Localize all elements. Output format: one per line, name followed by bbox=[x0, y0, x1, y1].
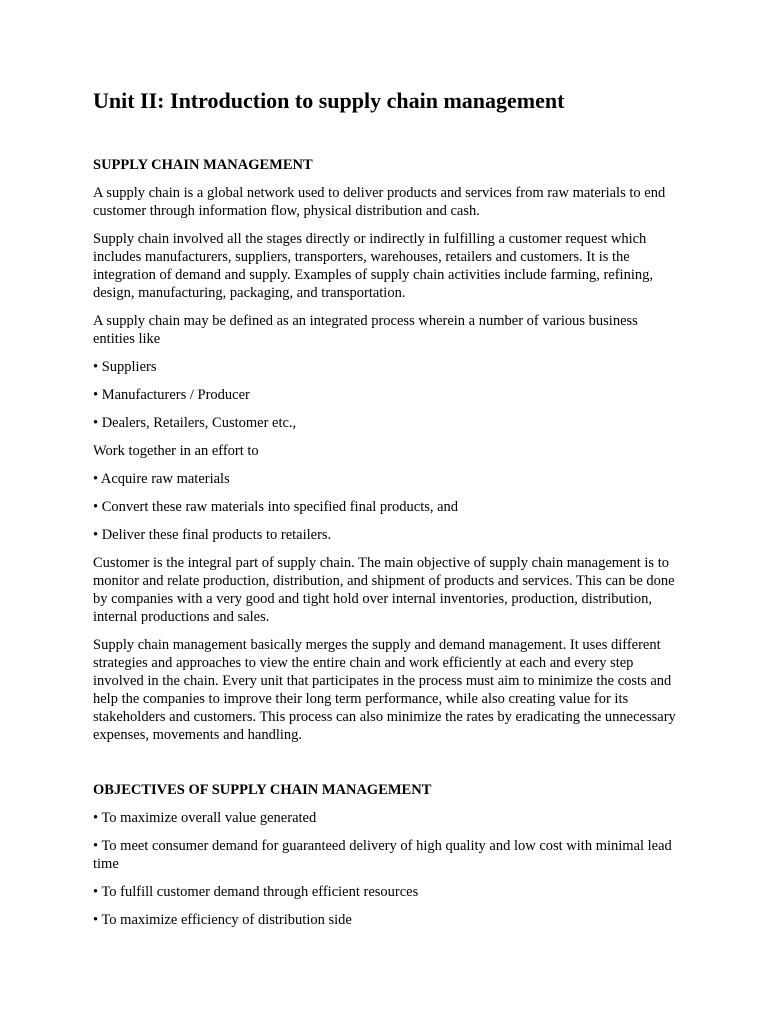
document-page bbox=[93, 86, 681, 929]
list-item-entity: • Suppliers bbox=[93, 359, 157, 375]
paragraph-integrated-process: A supply chain may be defined as an integrated process wherein a number of various business entities like bbox=[93, 313, 638, 347]
list-item-effort: • Acquire raw materials bbox=[93, 471, 230, 487]
paragraph-stages: Supply chain involved all the stages directly or indirectly in fulfilling a customer request which includes manufacturers, suppliers, transporters, warehouses, retailers and customers. It is the integration of demand and supply. Examples of supply chain activities include farming, refining, design, manufacturing, packaging, and transportation. bbox=[93, 231, 653, 301]
section-heading-objectives: OBJECTIVES OF SUPPLY CHAIN MANAGEMENT bbox=[93, 782, 432, 798]
list-item-effort: • Convert these raw materials into specified final products, and bbox=[93, 499, 459, 515]
paragraph-customer: Customer is the integral part of supply chain. The main objective of supply chain management is to monitor and relate production, distribution, and shipment of products and services. This can be done by companies with a very good and tight hold over internal inventories, production, distribution, internal productions and sales. bbox=[93, 555, 675, 625]
list-item-effort: • Deliver these final products to retailers. bbox=[93, 527, 332, 543]
list-item-entity: • Manufacturers / Producer bbox=[93, 387, 250, 403]
section-heading-scm: SUPPLY CHAIN MANAGEMENT bbox=[93, 157, 313, 173]
page-title: Unit II: Introduction to supply chain management bbox=[93, 88, 565, 113]
paragraph-definition: A supply chain is a global network used to deliver products and services from raw materials to end customer through information flow, physical distribution and cash. bbox=[93, 185, 666, 219]
list-item-objective: • To meet consumer demand for guaranteed delivery of high quality and low cost with minimal lead time bbox=[93, 838, 672, 872]
paragraph-merges: Supply chain management basically merges the supply and demand management. It uses different strategies and approaches to view the entire chain and work efficiently at each and every step involved in the chain. Every unit that participates in the process must aim to minimize the costs and help the companies to improve their long term performance, while also creating value for its stakeholders and customers. This process can also minimize the rates by eradicating the unnecessary expenses, movements and handling. bbox=[93, 637, 676, 743]
list-item-objective: • To maximize efficiency of distribution side bbox=[93, 912, 352, 928]
list-item-objective: • To fulfill customer demand through efficient resources bbox=[93, 884, 419, 900]
list-item-entity: • Dealers, Retailers, Customer etc., bbox=[93, 415, 297, 431]
list-item-objective: • To maximize overall value generated bbox=[93, 810, 317, 826]
paragraph-work-together: Work together in an effort to bbox=[93, 443, 259, 459]
